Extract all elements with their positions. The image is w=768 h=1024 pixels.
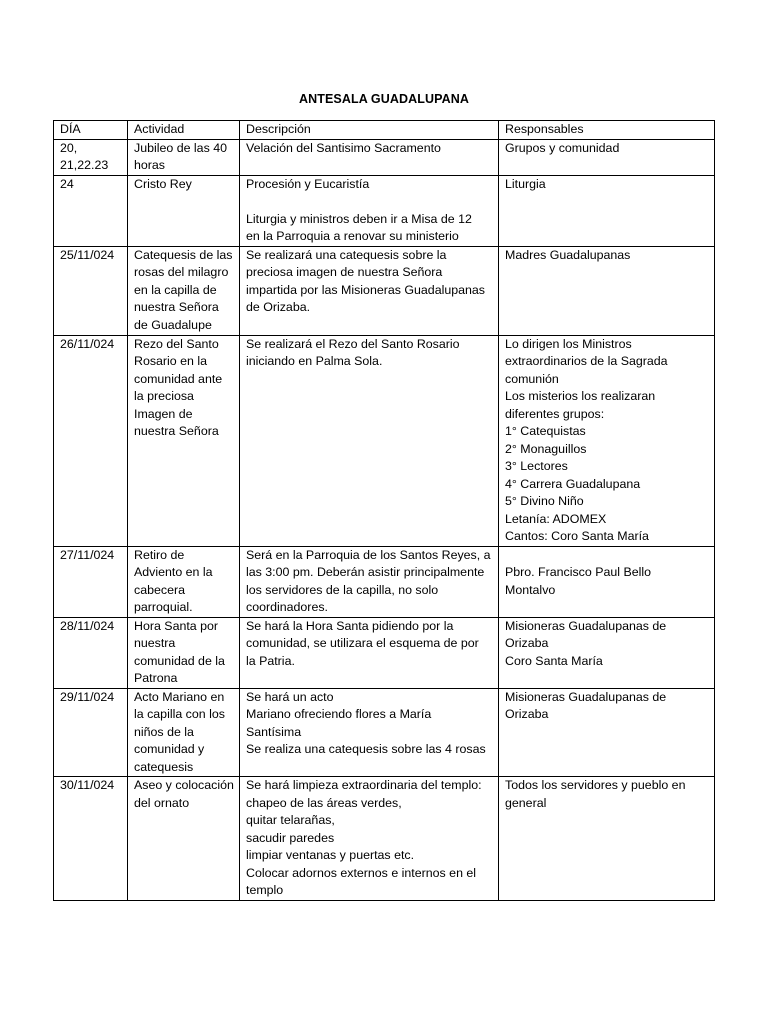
cell-dia: 27/11/024 [54, 546, 128, 617]
cell-dia: 20, 21,22.23 [54, 139, 128, 175]
cell-descripcion: Se hará limpieza extraordinaria del templo: chapeo de las áreas verdes, quitar telarañas, sacudir paredes limpiar ventanas y puertas etc. Colocar adornos externos e internos en el templo [240, 777, 499, 901]
cell-actividad: Cristo Rey [128, 175, 240, 246]
cell-descripcion: Velación del Santisimo Sacramento [240, 139, 499, 175]
table-row [54, 139, 715, 175]
table-header-row [54, 121, 715, 140]
cell-responsables: Lo dirigen los Ministros extraordinarios de la Sagrada comunión Los misterios los realizaran diferentes grupos: 1° Catequistas 2° Monaguillos 3° Lectores 4° Carrera Guadalupana 5° Divino Niño Letanía: ADOMEX Cantos: Coro Santa María [499, 335, 715, 546]
table-row [54, 546, 715, 617]
cell-dia: 29/11/024 [54, 688, 128, 777]
cell-responsables: Madres Guadalupanas [499, 246, 715, 335]
cell-responsables: Grupos y comunidad [499, 139, 715, 175]
cell-descripcion: Será en la Parroquia de los Santos Reyes, a las 3:00 pm. Deberán asistir principalmente los servidores de la capilla, no solo coordinadores. [240, 546, 499, 617]
cell-descripcion: Se realizará una catequesis sobre la preciosa imagen de nuestra Señora impartida por las Misioneras Guadalupanas de Orizaba. [240, 246, 499, 335]
header-actividad: Actividad [128, 121, 240, 140]
table-row [54, 688, 715, 777]
table-row [54, 617, 715, 688]
cell-responsables: Pbro. Francisco Paul Bello Montalvo [499, 546, 715, 617]
cell-responsables: Todos los servidores y pueblo en general [499, 777, 715, 901]
cell-actividad: Retiro de Adviento en la cabecera parroquial. [128, 546, 240, 617]
cell-responsables: Misioneras Guadalupanas de Orizaba [499, 688, 715, 777]
schedule-table [53, 120, 715, 901]
cell-descripcion: Se hará un acto Mariano ofreciendo flores a María Santísima Se realiza una catequesis sobre las 4 rosas [240, 688, 499, 777]
cell-actividad: Rezo del Santo Rosario en la comunidad ante la preciosa Imagen de nuestra Señora [128, 335, 240, 546]
document-title: ANTESALA GUADALUPANA [298, 92, 470, 106]
cell-actividad: Hora Santa por nuestra comunidad de la Patrona [128, 617, 240, 688]
cell-actividad: Aseo y colocación del ornato [128, 777, 240, 901]
header-dia: DÍA [54, 121, 128, 140]
cell-dia: 24 [54, 175, 128, 246]
cell-responsables: Liturgia [499, 175, 715, 246]
table-row [54, 246, 715, 335]
cell-actividad: Jubileo de las 40 horas [128, 139, 240, 175]
header-responsables: Responsables [499, 121, 715, 140]
cell-dia: 28/11/024 [54, 617, 128, 688]
header-descripcion: Descripción [240, 121, 499, 140]
cell-descripcion: Procesión y Eucaristía Liturgia y ministros deben ir a Misa de 12 en la Parroquia a renovar su ministerio [240, 175, 499, 246]
cell-actividad: Acto Mariano en la capilla con los niños de la comunidad y catequesis [128, 688, 240, 777]
table-row [54, 335, 715, 546]
cell-responsables: Misioneras Guadalupanas de Orizaba Coro Santa María [499, 617, 715, 688]
cell-dia: 26/11/024 [54, 335, 128, 546]
cell-descripcion: Se hará la Hora Santa pidiendo por la comunidad, se utilizara el esquema de por la Patria. [240, 617, 499, 688]
table-row [54, 777, 715, 901]
cell-dia: 30/11/024 [54, 777, 128, 901]
cell-actividad: Catequesis de las rosas del milagro en la capilla de nuestra Señora de Guadalupe [128, 246, 240, 335]
cell-dia: 25/11/024 [54, 246, 128, 335]
table-row [54, 175, 715, 246]
cell-descripcion: Se realizará el Rezo del Santo Rosario iniciando en Palma Sola. [240, 335, 499, 546]
